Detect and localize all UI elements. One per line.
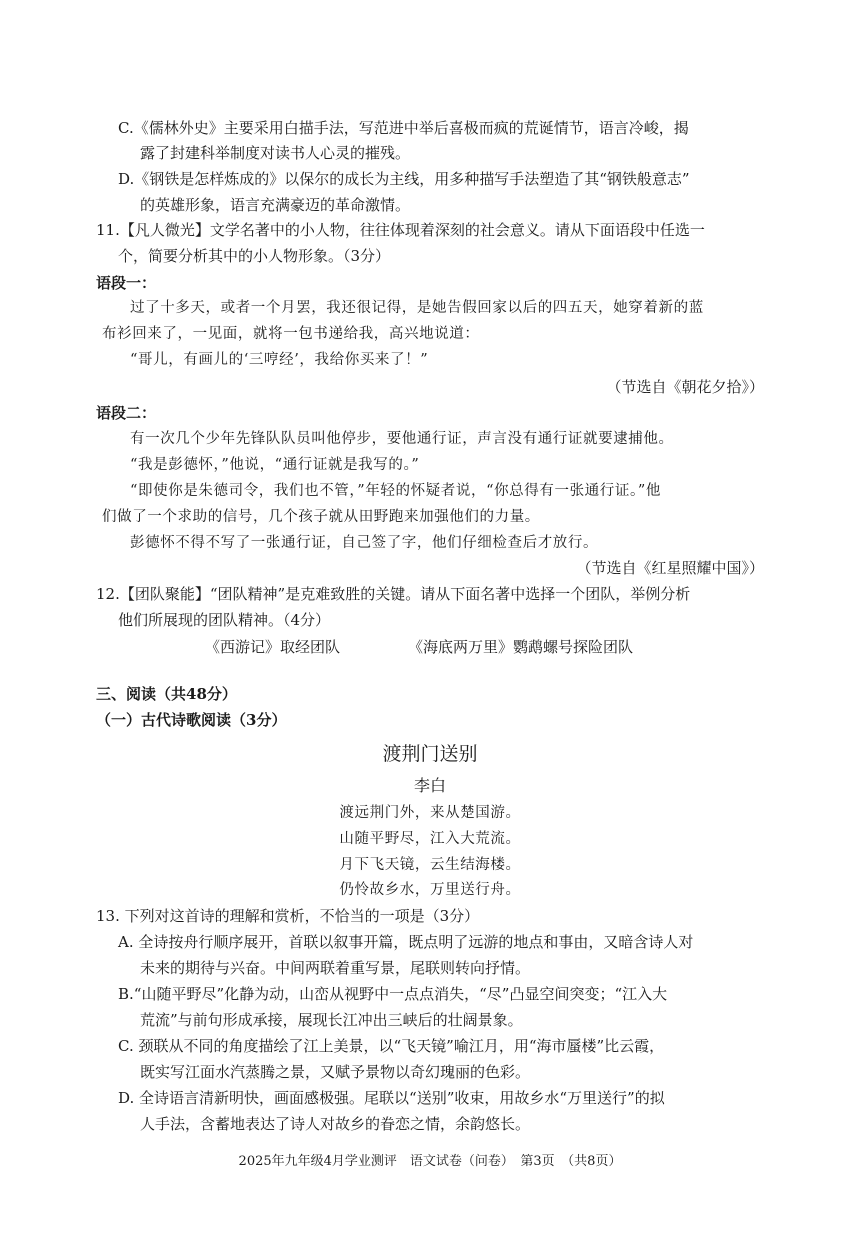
passage2-line4: 们做了一个求助的信号，几个孩子就从田野跑来加强他们的力量。 [102, 509, 540, 525]
passage1-line3: “哥儿，有画儿的‘三哼经’，我给你买来了！” [130, 352, 429, 368]
poem-line-1: 渡远荆门外，来从楚国游。 [339, 805, 521, 821]
passage2-source: （节选自《红星照耀中国》） [576, 559, 764, 577]
q10-option-d-line1: D.《钢铁是怎样炼成的》以保尔的成长为主线，用多种描写手法塑造了其“钢铁般意志” [118, 170, 690, 188]
q13-option-a-line2: 未来的期待与兴奋。中间两联着重写景，尾联则转向抒情。 [140, 959, 531, 977]
q13-option-c-line1: C. 颈联从不同的角度描绘了江上美景，以“飞天镜”喻江月，用“海市蜃楼”比云霞， [118, 1037, 665, 1055]
q10-option-d-line2: 的英雄形象，语言充满豪迈的革命激情。 [140, 196, 411, 214]
poem-line-2: 山随平野尽，江入大荒流。 [339, 831, 521, 847]
q13-option-a-line1: A. 全诗按舟行顺序展开，首联以叙事开篇，既点明了远游的地点和事由，又暗含诗人对 [118, 933, 694, 951]
passage2-line3: “即使你是朱德司令，我们也不管，”年轻的怀疑者说，“你总得有一张通行证。”他 [130, 483, 661, 499]
page-footer: 2025年九年级4月学业测评 语文试卷（问卷） 第3页 （共8页） [238, 1154, 622, 1169]
passage2-line2: “我是彭德怀，”他说，“通行证就是我写的。” [130, 457, 420, 473]
q12-stem-line2: 他们所展现的团队精神。（4分） [118, 611, 331, 629]
passage1-source: （节选自《朝花夕拾》） [606, 378, 764, 396]
q13-option-b-line1: B.“山随平野尽”化静为动，山峦从视野中一点点消失，“尽”凸显空间突变；“江入大 [118, 985, 668, 1003]
passage2-line1: 有一次几个少年先锋队队员叫他停步，要他通行证，声言没有通行证就要逮捕他。 [130, 431, 674, 447]
passage1-label: 语段一： [96, 274, 157, 292]
passage1-line2: 布衫回来了，一见面，就将一包书递给我，高兴地说道： [102, 326, 480, 342]
passage2-line5: 彭德怀不得不写了一张通行证，自己签了字，他们仔细检查后才放行。 [130, 535, 599, 551]
section3-heading: 三、阅读（共48分） [96, 685, 237, 703]
q12-stem-line1: 12.【团队聚能】“团队精神”是克难致胜的关键。请从下面名著中选择一个团队，举例分析 [96, 585, 691, 603]
q13-stem: 13. 下列对这首诗的理解和赏析，不恰当的一项是（3分） [96, 907, 480, 925]
q12-team-nautilus: 《海底两万里》鹦鹉螺号探险团队 [408, 638, 634, 656]
q10-option-c-line1: C.《儒林外史》主要采用白描手法，写范进中举后喜极而疯的荒诞情节，语言冷峻，揭 [118, 119, 689, 137]
poem-line-3: 月下飞天镜，云生结海楼。 [339, 857, 521, 873]
q11-stem-line1: 11.【凡人微光】文学名著中的小人物，往往体现着深刻的社会意义。请从下面语段中任选一 [96, 221, 705, 239]
poem-title: 渡荆门送别 [382, 743, 478, 765]
q10-option-c-line2: 露了封建科举制度对读书人心灵的摧残。 [140, 144, 411, 162]
q13-option-c-line2: 既实写江面水汽蒸腾之景，又赋予景物以奇幻瑰丽的色彩。 [140, 1063, 531, 1081]
q12-team-journey-west: 《西游记》取经团队 [205, 638, 341, 656]
q13-option-b-line2: 荒流”与前句形成承接，展现长江冲出三峡后的壮阔景象。 [140, 1011, 523, 1029]
passage1-line1: 过了十多天，或者一个月罢，我还很记得，是她告假回家以后的四五天，她穿着新的蓝 [130, 300, 704, 316]
passage2-label: 语段二： [96, 404, 157, 422]
poem-author: 李白 [413, 776, 446, 795]
section3-subheading: （一）古代诗歌阅读（3分） [96, 711, 287, 729]
q13-option-d-line2: 人手法，含蓄地表达了诗人对故乡的眷恋之情，余韵悠长。 [140, 1115, 531, 1133]
q13-option-d-line1: D. 全诗语言清新明快，画面感极强。尾联以“送别”收束，用故乡水“万里送行”的拟 [118, 1089, 665, 1107]
poem-line-4: 仍怜故乡水，万里送行舟。 [339, 882, 521, 898]
q11-stem-line2: 个，简要分析其中的小人物形象。（3分） [118, 247, 391, 265]
